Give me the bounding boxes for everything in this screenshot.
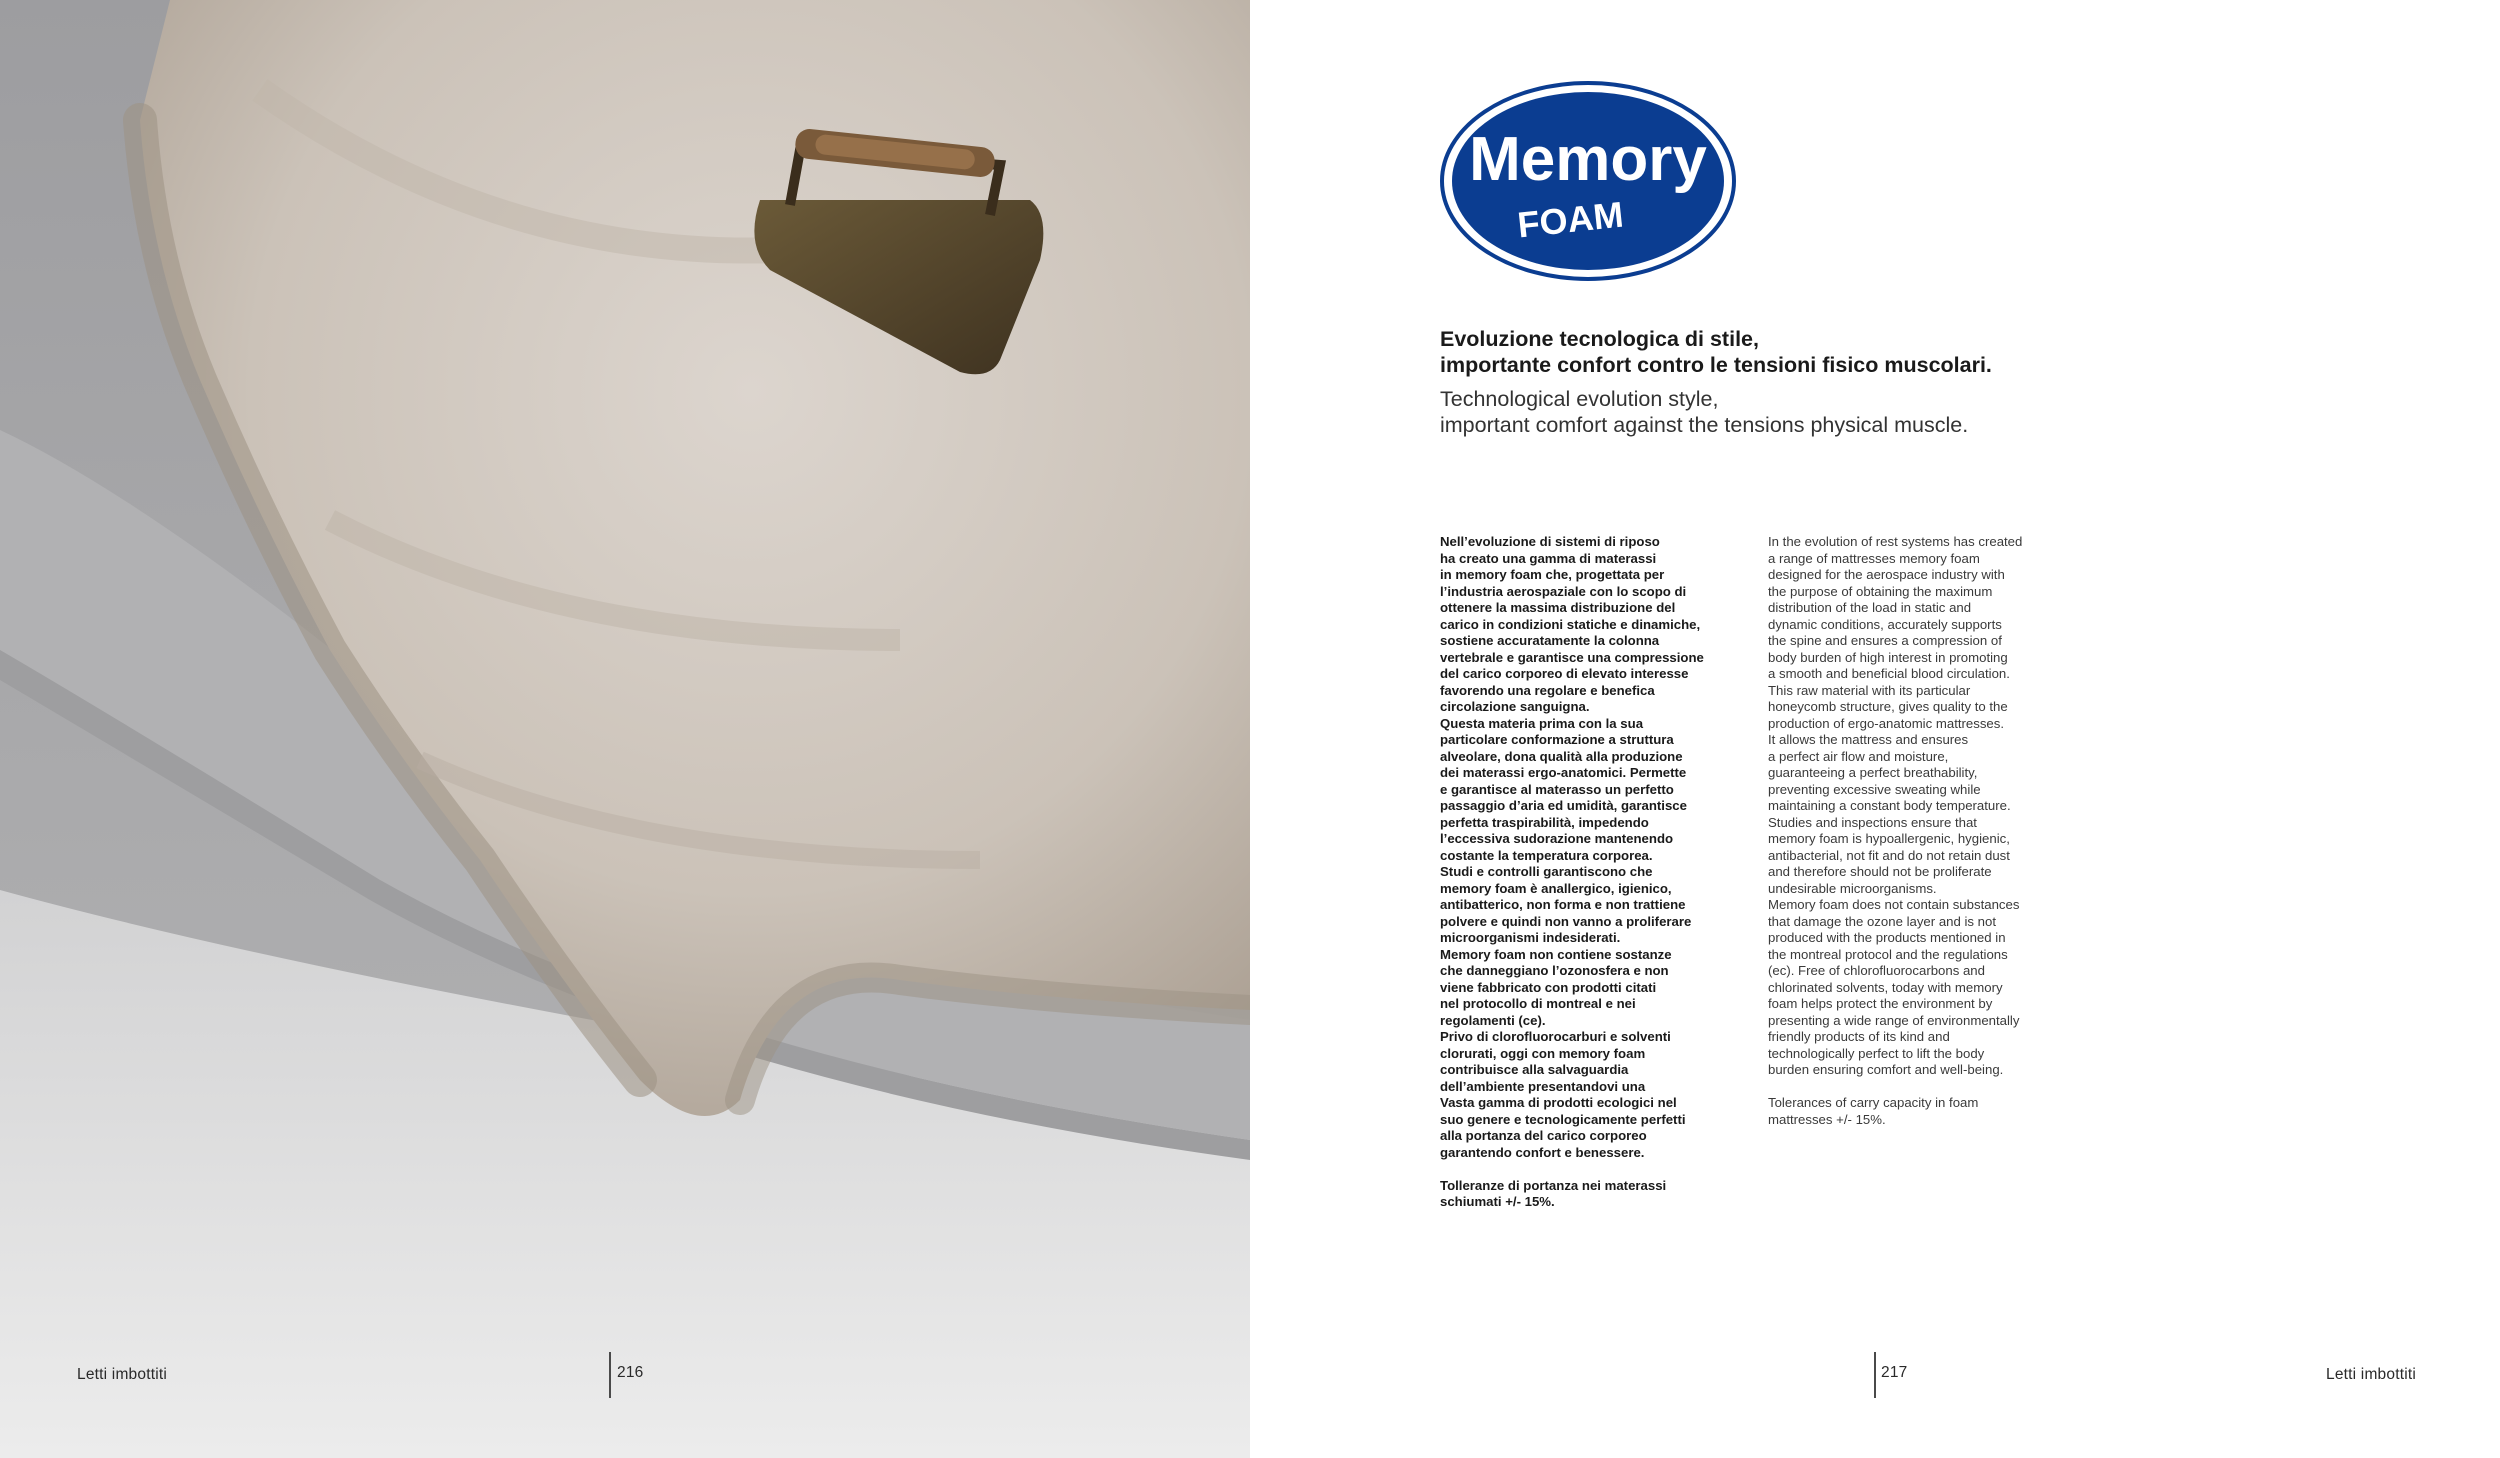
headline-english <box>1440 386 2140 438</box>
body-text-italian: Nell’evoluzione di sistemi di riposo ha creato una gamma di materassi in memory foam che, progettata per l’industria aerospaziale con lo scopo di ottenere la massima distribuzione del carico in condizioni statiche e dinamiche, sostiene accuratamente la colonna vertebrale e garantisce una compressione del carico corporeo di elevato interesse favorendo una regolare e benefica circolazione sanguigna. Questa materia prima con la sua particolare conformazione a struttura alveolare, dona qualità alla produzione dei materassi ergo-anatomici. Permette e garantisce al materasso un perfetto passaggio d’aria ed umidità, garantisce perfetta traspirabilità, impedendo l’eccessiva sudorazione mantenendo costante la temperatura corporea. Studi e controlli garantiscono che memory foam è anallergico, igienico, antibatterico, non forma e non trattiene polvere e quindi non vanno a proliferare microorganismi indesiderati. Memory foam non contiene sostanze che danneggiano l’ozonosfera e non viene fabbricato con prodotti citati nel protocollo di montreal e nei regolamenti (ce). Privo di clorofluorocarburi e solventi clorurati, oggi con memory foam contribuisce alla salvaguardia dell’ambiente presentandovi una Vasta gamma di prodotti ecologici nel suo genere e tecnologicamente perfetti alla portanza del carico corporeo garantendo confort e benessere. Tolleranze di portanza nei materassi schiumati +/- 15%. <box>1440 534 1704 1209</box>
logo-line-memory: Memory <box>1469 125 1707 194</box>
headline-italian <box>1440 326 2140 378</box>
body-text-english: In the evolution of rest systems has created a range of mattresses memory foam designed for the aerospace industry with the purpose of obtaining the maximum distribution of the load in static and dynamic conditions, accurately supports the spine and ensures a compression of body burden of high interest in promoting a smooth and beneficial blood circulation. This raw material with its particular honeycomb structure, gives quality to the production of ergo-anatomic mattresses. It allows the mattress and ensures a perfect air flow and moisture, guaranteeing a perfect breathability, preventing excessive sweating while maintaining a constant body temperature. Studies and inspections ensure that memory foam is hypoallergenic, hygienic, antibacterial, not fit and do not retain dust and therefore should not be proliferate undesirable microorganisms. Memory foam does not contain substances that damage the ozone layer and is not produced with the products mentioned in the montreal protocol and the regulations (ec). Free of chlorofluorocarbons and chlorinated solvents, today with memory foam helps protect the environment by presenting a wide range of environmentally friendly products of its kind and technologically perfect to lift the body burden ensuring comfort and well-being. Tolerances of carry capacity in foam mattresses +/- 15%. <box>1768 534 2023 1127</box>
headline-english-line-2: important comfort against the tensions physical muscle. <box>1440 413 1969 437</box>
page-number-divider-left <box>609 1352 611 1398</box>
page-number-right: 217 <box>1881 1364 1908 1381</box>
page-number-divider-right <box>1874 1352 1876 1398</box>
right-page <box>1250 0 2500 1458</box>
page-number-left: 216 <box>617 1364 644 1381</box>
headline-english-line-1: Technological evolution style, <box>1440 387 1719 411</box>
section-label-left: Letti imbottiti <box>77 1366 168 1383</box>
memory-foam-logo <box>1439 80 1737 282</box>
section-label-right: Letti imbottiti <box>2326 1366 2417 1383</box>
logo-line-foam: FOAM <box>1515 193 1626 246</box>
headline-italian-line-2: importante confort contro le tensioni fisico muscolari. <box>1440 353 1992 377</box>
headline-italian-line-1: Evoluzione tecnologica di stile, <box>1440 327 1759 351</box>
